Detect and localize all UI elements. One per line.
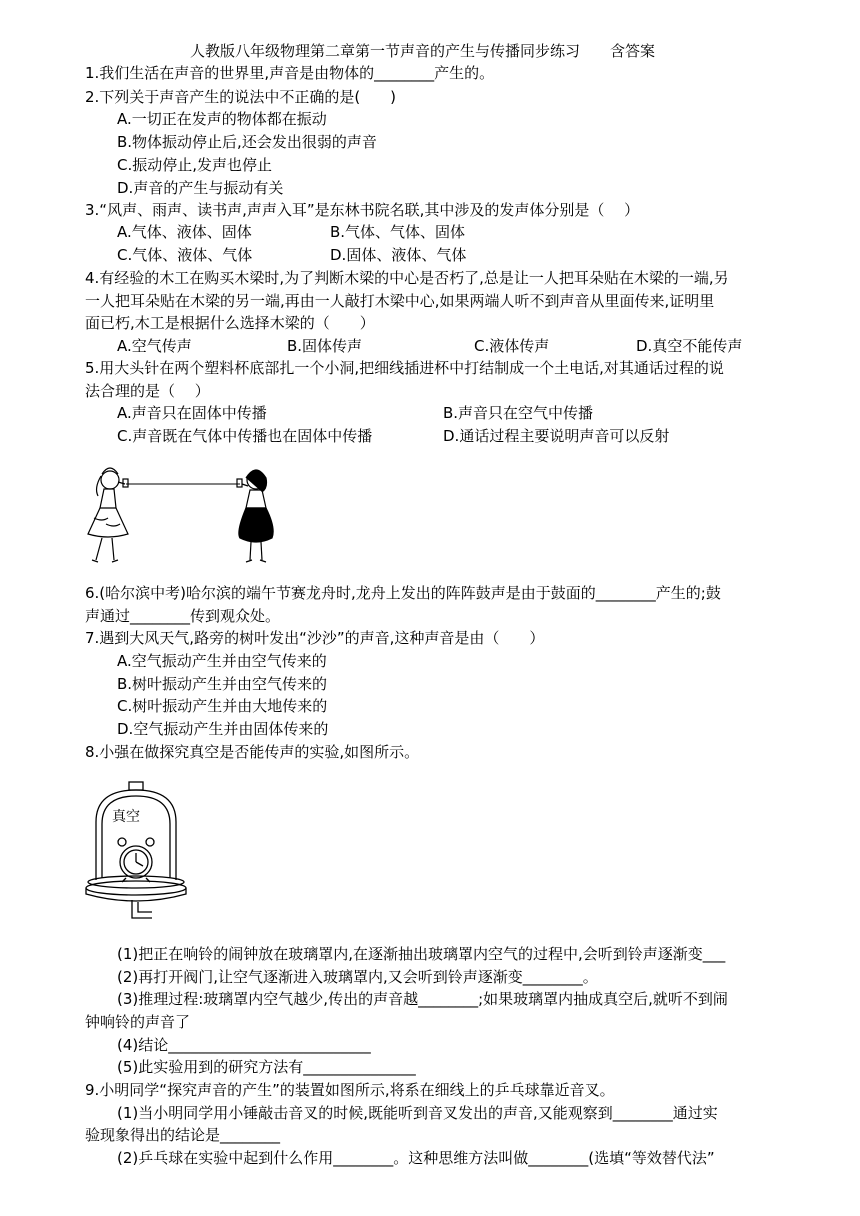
- question-7-option-a: A.空气振动产生并由空气传来的: [117, 652, 327, 670]
- question-3-option-d: D.固体、液体、气体: [330, 246, 467, 264]
- question-7-option-d: D.空气振动产生并由固体传来的: [117, 720, 329, 738]
- question-5-line-1: 5.用大头针在两个塑料杯底部扎一个小洞,把细线插进杯中打结制成一个土电话,对其通话过程的说: [85, 359, 724, 377]
- question-5-option-a: A.声音只在固体中传播: [117, 404, 267, 422]
- question-4-line-1: 4.有经验的木工在购买木梁时,为了判断木梁的中心是否朽了,总是让一人把耳朵贴在木梁的一端,另: [85, 269, 729, 287]
- question-8-part-5: (5)此实验用到的研究方法有_______________: [117, 1058, 416, 1076]
- question-8-part-2: (2)再打开阀门,让空气逐渐进入玻璃罩内,又会听到铃声逐渐变________。: [117, 968, 598, 986]
- question-2-option-d: D.声音的产生与振动有关: [117, 179, 284, 197]
- question-9-part-1b: 验现象得出的结论是________: [85, 1126, 281, 1144]
- question-7-stem: 7.遇到大风天气,路旁的树叶发出“沙沙”的声音,这种声音是由（ ）: [85, 629, 545, 647]
- question-8-stem: 8.小强在做探究真空是否能传声的实验,如图所示。: [85, 743, 420, 761]
- question-2-option-a: A.一切正在发声的物体都在振动: [117, 110, 327, 128]
- question-8-part-1: (1)把正在响铃的闹钟放在玻璃罩内,在逐渐抽出玻璃罩内空气的过程中,会听到铃声逐渐变___: [117, 945, 726, 963]
- question-4-option-d: D.真空不能传声: [636, 337, 743, 355]
- vacuum-label: 真空: [112, 809, 140, 825]
- question-8-part-3b: 钟响铃的声音了: [85, 1013, 191, 1031]
- question-4-line-2: 一人把耳朵贴在木梁的另一端,再由一人敲打木梁中心,如果两端人听不到声音从里面传来,证明里: [85, 292, 715, 310]
- question-1: 1.我们生活在声音的世界里,声音是由物体的________产生的。: [85, 64, 495, 82]
- question-3-option-b: B.气体、气体、固体: [330, 223, 466, 241]
- question-2-option-b: B.物体振动停止后,还会发出很弱的声音: [117, 133, 377, 151]
- question-3-stem: 3.“风声、雨声、读书声,声声入耳”是东林书院名联,其中涉及的发声体分别是（ ）: [85, 201, 640, 219]
- page-title: 人教版八年级物理第二章第一节声音的产生与传播同步练习 含答案: [190, 42, 656, 60]
- question-4-option-c: C.液体传声: [474, 337, 550, 355]
- question-3-option-a: A.气体、液体、固体: [117, 223, 252, 241]
- question-6-line-2: 声通过________传到观众处。: [85, 607, 281, 625]
- question-4-line-3: 面已朽,木工是根据什么选择木梁的（ ）: [85, 314, 375, 332]
- string-telephone-figure: [80, 458, 280, 568]
- question-9-stem: 9.小明同学“探究声音的产生”的装置如图所示,将系在细线上的乒乓球靠近音叉。: [85, 1081, 615, 1099]
- question-7-option-b: B.树叶振动产生并由空气传来的: [117, 675, 328, 693]
- question-5-line-2: 法合理的是（ ）: [85, 382, 210, 400]
- question-8-part-3a: (3)推理过程:玻璃罩内空气越少,传出的声音越________;如果玻璃罩内抽成真空后,就听不到闹: [117, 990, 728, 1008]
- question-2-stem: 2.下列关于声音产生的说法中不正确的是( ): [85, 88, 397, 106]
- question-3-option-c: C.气体、液体、气体: [117, 246, 253, 264]
- question-5-option-d: D.通话过程主要说明声音可以反射: [443, 427, 670, 445]
- question-5-option-c: C.声音既在气体中传播也在固体中传播: [117, 427, 373, 445]
- question-7-option-c: C.树叶振动产生并由大地传来的: [117, 697, 328, 715]
- question-9-part-1a: (1)当小明同学用小锤敲击音叉的时候,既能听到音叉发出的声音,又能观察到________通过实: [117, 1104, 718, 1122]
- vacuum-bell-jar-figure: [82, 778, 192, 928]
- question-2-option-c: C.振动停止,发声也停止: [117, 156, 273, 174]
- question-8-part-4: (4)结论___________________________: [117, 1036, 371, 1054]
- question-9-part-2: (2)乒乓球在实验中起到什么作用________。这种思维方法叫做________(选填“等效替代法”: [117, 1149, 715, 1167]
- question-5-option-b: B.声音只在空气中传播: [443, 404, 594, 422]
- question-6-line-1: 6.(哈尔滨中考)哈尔滨的端午节赛龙舟时,龙舟上发出的阵阵鼓声是由于鼓面的________产生的;鼓: [85, 584, 721, 602]
- question-4-option-a: A.空气传声: [117, 337, 192, 355]
- question-4-option-b: B.固体传声: [287, 337, 363, 355]
